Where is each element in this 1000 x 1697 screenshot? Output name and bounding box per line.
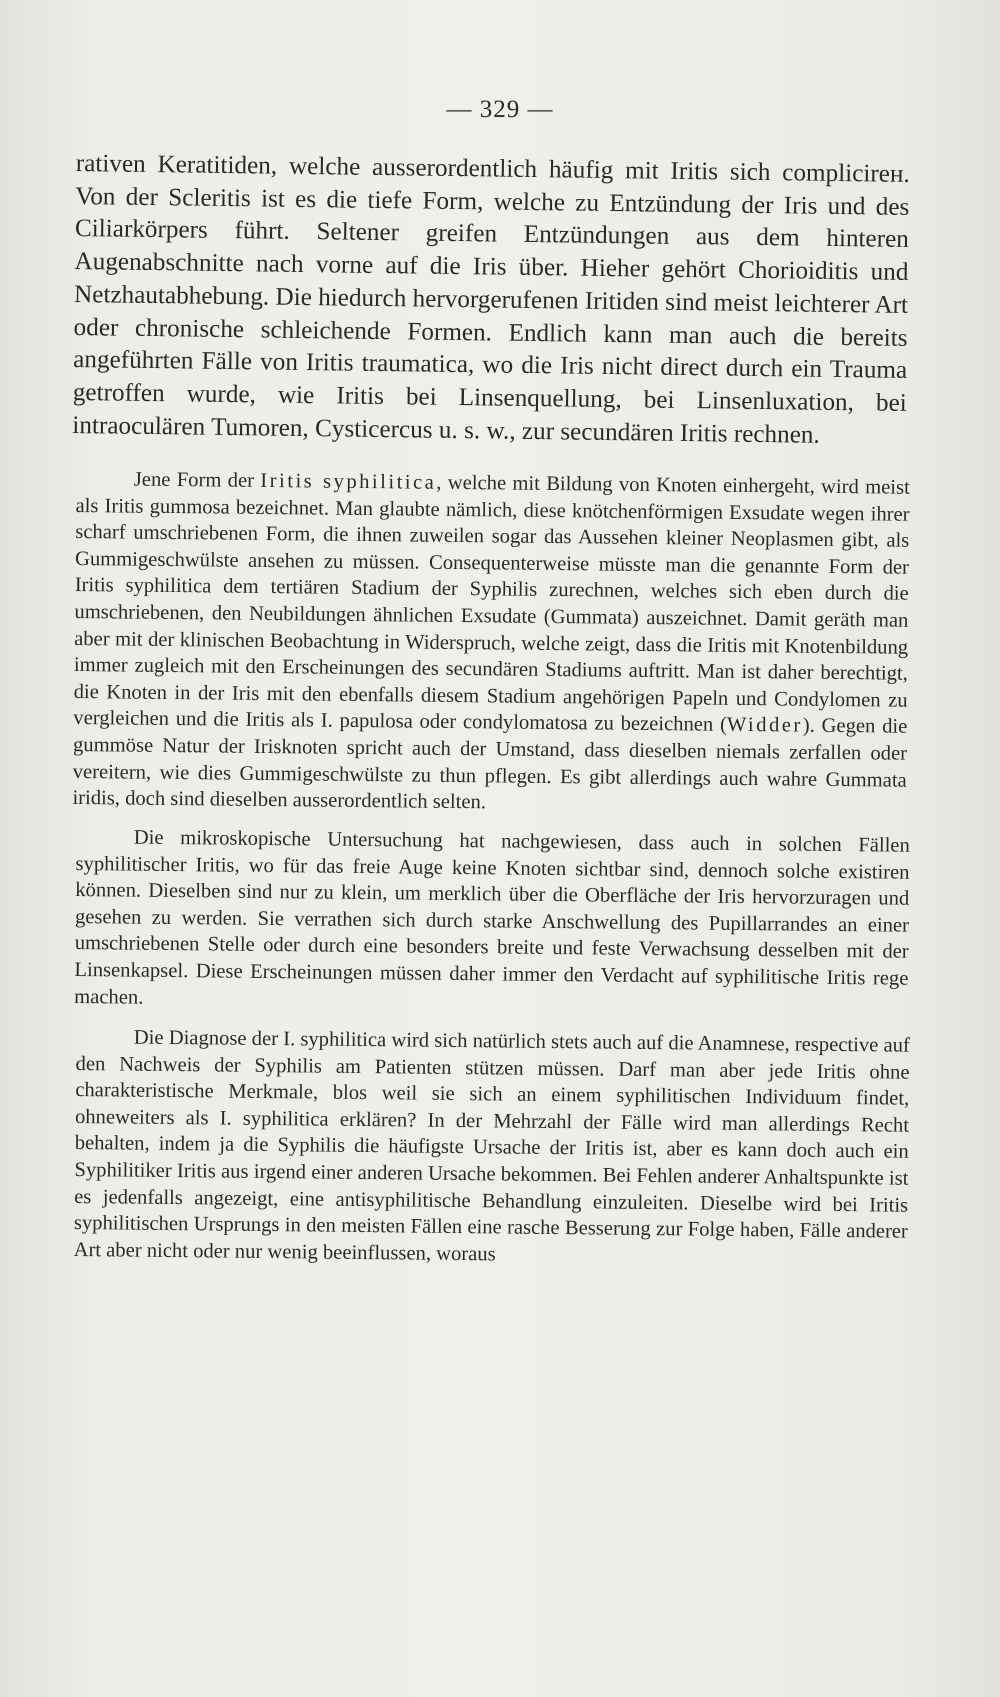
page-body: [72, 148, 910, 1266]
paragraph-secondary-iritis: rativen Keratitiden, welche ausserordentlich häufig mit Iritis sich complicirен. Von der Scleritis ist es die tiefe Form, welche zu Entzündung der Iris und des Ciliarkörpers führt. Seltener greifen Entzündungen aus dem hinteren Augenabschnitte nach vorne auf die Iris über. Hieher gehört Chorioiditis und Netzhautabhebung. Die hiedurch hervorgerufenen Iritiden sind meist leichterer Art oder chronische schleichende Formen. Endlich kann man auch die bereits angeführten Fälle von Iritis traumatica, wo die Iris nicht direct durch ein Trauma getroffen wurde, wie Iritis bei Linsenquellung, bei Linsenluxation, bei intraoculären Tumoren, Cysticercus u. s. w., zur secundären Iritis rechnen.: [72, 149, 910, 449]
paragraph-microscopic-examination: Die mikroskopische Untersuchung hat nachgewiesen, dass auch in solchen Fällen syphilitischer Iritis, wo für das freie Auge keine Knoten sichtbar sind, dennoch solche existiren können. Dieselben sind nur zu klein, um merklich über die Oberfläche der Iris hervorzuragen und gesehen zu werden. Sie verrathen sich durch starke Anschwellung des Pupillarrandes an einer umschriebenen Stelle oder durch eine besonders breite und feste Verwachsung desselben mit der Linsenkapsel. Diese Erscheinungen müssen daher immer den Verdacht auf syphilitische Iritis rege machen.: [74, 826, 910, 1009]
paragraph-iritis-syphilitica: [72, 466, 910, 820]
page-number: — 329 —: [446, 96, 554, 123]
paragraph-text-start: Jene Form der: [133, 468, 261, 493]
paragraph-text-middle: , welche mit Bildung von Knoten einhergeht, wird meist als Iritis gummosa bezeichnet. Man glaubte nämlich, diese knötchenförmigen Exsudate wegen ihrer scharf umschriebenen Form, die ihnen zuweilen sogar das Aussehen kleiner Neoplasmen gibt, als Gummigeschwülste ansehen zu müssen. Consequenterweise müsste man die genannte Form der Iritis syphilitica dem tertiären Stadium der Syphilis zurechnen, welches sich eben durch die umschriebenen, den Neubildungen ähnlichen Exsudate (Gummata) auszeichnet. Damit geräth man aber mit der klinischen Beobachtung in Widerspruch, welche zeigt, dass die Iritis mit Knotenbildung immer zugleich mit den Erscheinungen des secundären Stadiums auftritt. Man ist daher berechtigt, die Knoten in der Iris mit den ebenfalls diesem Stadium angehörigen Papeln und Condylomen zu vergleichen und die Iritis als I. papulosa oder condylomatosa zu bezeichnen (: [73, 472, 910, 737]
paragraph-text-end: ). Gegen die gummöse Natur der Irisknoten spricht auch der Umstand, dass dieselben niemals zerfallen oder vereitern, wie dies Gummigeschwülste zu thun pflegen. Es gibt allerdings auch wahre Gummata iridis, doch sind dieselben ausserordentlich selten.: [72, 715, 908, 814]
paragraph-diagnosis: Die Diagnose der I. syphilitica wird sich natürlich stets auch auf die Anamnese, respective auf den Nachweis der Syphilis am Patienten stützen müssen. Darf man aber jede Iritis ohne charakteristische Merkmale, blos weil sie sich an einem syphilitischen Individuum findet, ohneweiters als I. syphilitica erklären? In der Mehrzahl der Fälle wird man allerdings Recht behalten, indem ja die Syphilis die häufigste Ursache der Iritis ist, aber es kann doch auch ein Syphilitiker Iritis aus irgend einer anderen Ursache bekommen. Bei Fehlen anderer Anhaltspunkte ist es jedenfalls angezeigt, eine antisyphilitische Behandlung einzuleiten. Dieselbe wird bei Iritis syphilitischen Ursprungs in den meisten Fällen eine rasche Besserung zur Folge haben, Fälle anderer Art aber nicht oder nur wenig beeinflussen, woraus: [73, 1026, 910, 1266]
author-name-widder: Widder: [726, 714, 803, 738]
term-iritis-syphilitica: Iritis syphilitica: [260, 470, 437, 495]
